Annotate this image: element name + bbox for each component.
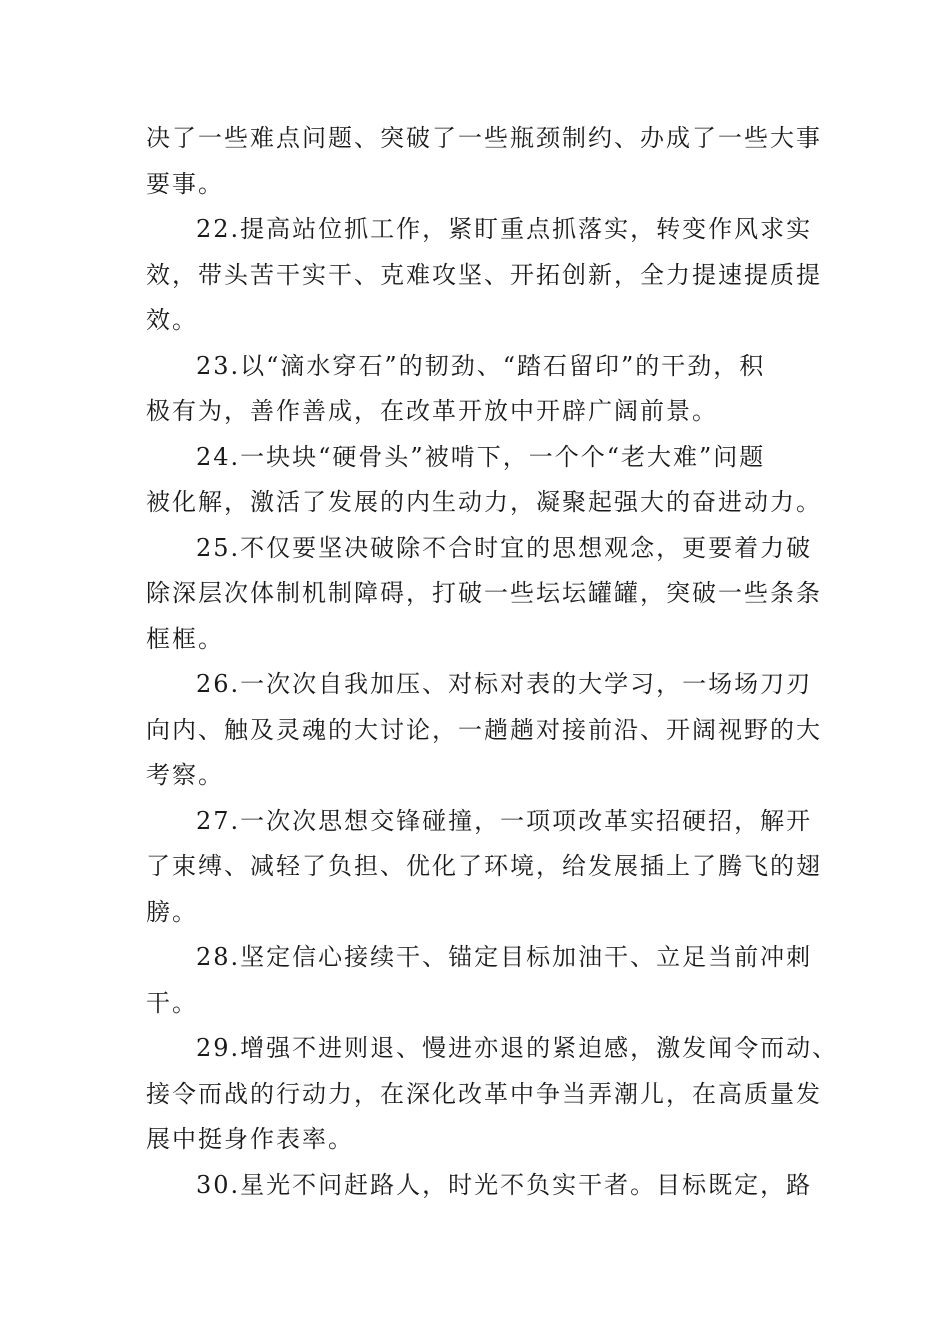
text-line: 24.一块块“硬骨头”被啃下，一个个“老大难”问题	[196, 442, 766, 471]
text-line: 被化解，激活了发展的内生动力，凝聚起强大的奋进动力。	[146, 488, 822, 516]
document-body	[146, 116, 839, 1208]
text-line: 考察。	[146, 761, 224, 789]
text-line: 极有为，善作善成，在改革开放中开辟广阔前景。	[146, 397, 718, 425]
text-line: 效，带头苦干实干、克难攻坚、开拓创新，全力提速提质提	[146, 260, 822, 289]
text-line: 效。	[146, 306, 198, 334]
text-line: 膀。	[146, 897, 198, 926]
text-line: 要事。	[146, 169, 224, 198]
text-line: 决了一些难点问题、突破了一些瓶颈制约、办成了一些大事	[146, 124, 822, 152]
text-line: 框框。	[146, 624, 224, 653]
text-line: 27.一次次思想交锋碰撞，一项项改革实招硬招，解开	[196, 806, 813, 835]
text-line: 向内、触及灵魂的大讨论，一趟趟对接前沿、开阔视野的大	[146, 715, 822, 744]
text-line: 展中挺身作表率。	[146, 1125, 354, 1153]
text-line: 25.不仅要坚决破除不合时宜的思想观念，更要着力破	[196, 533, 813, 562]
text-line: 29.增强不进则退、慢进亦退的紧迫感，激发闻令而动、	[196, 1034, 839, 1062]
text-line: 30.星光不问赶路人，时光不负实干者。目标既定，路	[196, 1170, 813, 1199]
text-line: 28.坚定信心接续干、锚定目标加油干、立足当前冲刺	[196, 943, 813, 971]
text-line: 干。	[146, 988, 198, 1017]
text-line: 23.以“滴水穿石”的韧劲、“踏石留印”的干劲，积	[196, 351, 766, 380]
text-line: 26.一次次自我加压、对标对表的大学习，一场场刀刃	[196, 670, 813, 698]
text-line: 22.提高站位抓工作，紧盯重点抓落实，转变作风求实	[196, 215, 813, 243]
text-line: 接令而战的行动力，在深化改革中争当弄潮儿，在高质量发	[146, 1079, 822, 1108]
text-line: 除深层次体制机制障碍，打破一些坛坛罐罐，突破一些条条	[146, 579, 822, 607]
text-line: 了束缚、减轻了负担、优化了环境，给发展插上了腾飞的翅	[146, 852, 822, 880]
